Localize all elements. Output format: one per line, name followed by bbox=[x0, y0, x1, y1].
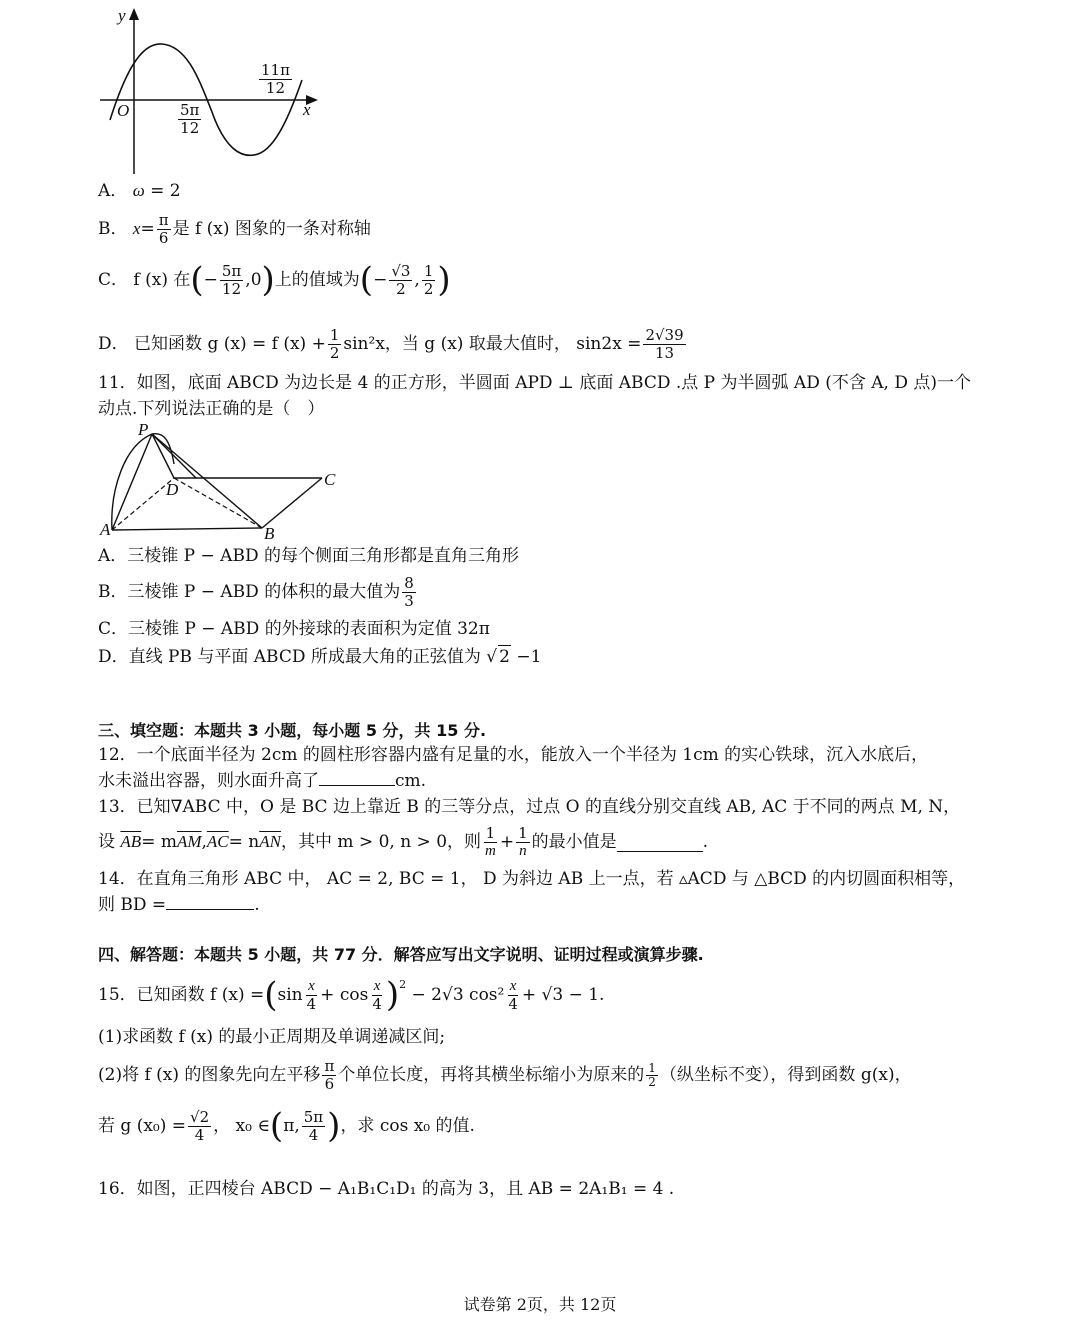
q13-line1: 13．已知∇ABC 中，O 是 BC 边上靠近 B 的三等分点，过点 O 的直线分别交直线 AB, AC 于不同的两点 M, N， bbox=[98, 797, 961, 817]
x-axis-label: x bbox=[303, 100, 311, 119]
q13-answer-blank[interactable] bbox=[617, 833, 703, 852]
q10-option-c: C． f (x) 在 ( − $\frac{5\pi}{12}$ ,0 ) 上的值域为 ( − $\frac{√3}{2}$ , $\frac{1}{2}$ ) bbox=[98, 260, 451, 300]
origin-label: O bbox=[117, 101, 130, 120]
q14-line2: 则 BD = . bbox=[98, 895, 260, 915]
q10-option-a: A． ω = 2 bbox=[98, 181, 181, 201]
section4-heading: 四、解答题：本题共 5 小题，共 77 分．解答应写出文字说明、证明过程或演算步骤. bbox=[98, 945, 704, 964]
q11-option-a: A．三棱锥 P − ABD 的每个侧面三角形都是直角三角形 bbox=[98, 546, 519, 566]
edge-db bbox=[174, 478, 262, 528]
q15-part2-condition: 若 g (x₀) = $\frac{√2}{4}$ ， x₀ ∈ ( π, $\frac{5\pi}{4}$ ) ，求 cos x₀ 的值. bbox=[98, 1106, 475, 1146]
q15-part1: (1)求函数 f (x) 的最小正周期及单调递减区间; bbox=[98, 1027, 446, 1047]
edge-pc bbox=[152, 434, 196, 478]
edge-bc bbox=[262, 478, 322, 528]
edge-pd bbox=[152, 434, 174, 478]
semicircle-arc bbox=[112, 434, 174, 530]
section3-heading: 三、填空题：本题共 3 小题，每小题 5 分，共 15 分. bbox=[98, 721, 487, 740]
q12-line1: 12．一个底面半径为 2cm 的圆柱形容器内盛有足量的水，能放入一个半径为 1cm 的实心铁球，沉入水底后， bbox=[98, 745, 929, 765]
q14-line1: 14．在直角三角形 ABC 中， AC = 2, BC = 1， D 为斜边 AB 上一点，若 ▵ACD 与 △BCD 的内切圆面积相等， bbox=[98, 869, 966, 889]
tick-11pi-12: $\frac{11\pi}{12}$ bbox=[261, 61, 290, 97]
q12-line2: 水未溢出容器，则水面升高了 cm. bbox=[98, 771, 427, 791]
fig-label-a: A bbox=[100, 520, 111, 539]
q10-option-b: B． x = $\frac{\pi}{6}$ 是 f (x) 图象的一条对称轴 bbox=[98, 210, 371, 247]
q13-line2: 设 $\overline{AB}$ = m $\overline{AM}$ , $\overline{AC}$ = n $\overline{AN}$ ，其中 m > 0, n > 0，则 $\frac{1}{m}$ + $\frac{1}{n}$ 的最小值是 . bbox=[98, 823, 709, 859]
q15-part2: (2)将 f (x) 的图象先向左平移 $\frac{\pi}{6}$ 个单位长度，再将其横坐标缩小为原来的 $\frac{1}{2}$ （纵坐标不变），得到函数 g(x)， bbox=[98, 1056, 912, 1093]
fig-label-b: B bbox=[264, 524, 275, 543]
tick-5pi-12: $\frac{5\pi}{12}$ bbox=[180, 101, 200, 137]
y-axis-label: y bbox=[118, 6, 126, 25]
edge-ab bbox=[112, 528, 262, 530]
y-axis-arrow bbox=[129, 8, 139, 20]
pyramid-figure bbox=[96, 420, 356, 544]
q10-b-fraction: $\frac{\pi}{6}$ bbox=[158, 210, 169, 247]
q11-line1: 11．如图，底面 ABCD 为边长是 4 的正方形，半圆面 APD ⊥ 底面 ABCD .点 P 为半圆弧 AD (不含 A, D 点)一个 bbox=[98, 373, 972, 393]
fig-label-c: C bbox=[324, 470, 336, 489]
q11-option-d: D．直线 PB 与平面 ABCD 所成最大角的正弦值为 √ 2 −1 bbox=[98, 647, 542, 667]
fig-label-d: D bbox=[166, 480, 179, 499]
q11-option-b: B．三棱锥 P − ABD 的体积的最大值为 $\frac{8}{3}$ bbox=[98, 573, 414, 610]
q14-answer-blank[interactable] bbox=[166, 909, 254, 910]
q10-option-d: D． 已知函数 g (x) = f (x) + $\frac{1}{2}$ sin²x，当 g (x) 取最大值时， sin2x = $\frac{2√39}{13}$ bbox=[98, 325, 684, 362]
edge-ad bbox=[112, 478, 174, 530]
page-footer: 试卷第 2页，共 12页 bbox=[463, 1295, 617, 1314]
fig-label-p: P bbox=[138, 420, 149, 439]
q11-line2: 动点.下列说法正确的是（ ） bbox=[98, 399, 325, 419]
q11-option-c: C．三棱锥 P − ABD 的外接球的表面积为定值 32π bbox=[98, 619, 490, 639]
q12-answer-blank[interactable] bbox=[319, 785, 395, 786]
edge-pa bbox=[112, 434, 152, 530]
q15-line1: 15．已知函数 f (x) = ( sin $\frac{x}{4}$ + cos $\frac{x}{4}$ ) $^2$ − 2√3 cos² $\frac{x}{4}$ + √3 − 1. bbox=[98, 975, 605, 1015]
q16-line: 16．如图，正四棱台 ABCD − A₁B₁C₁D₁ 的高为 3，且 AB = 2A₁B₁ = 4 . bbox=[98, 1179, 675, 1199]
